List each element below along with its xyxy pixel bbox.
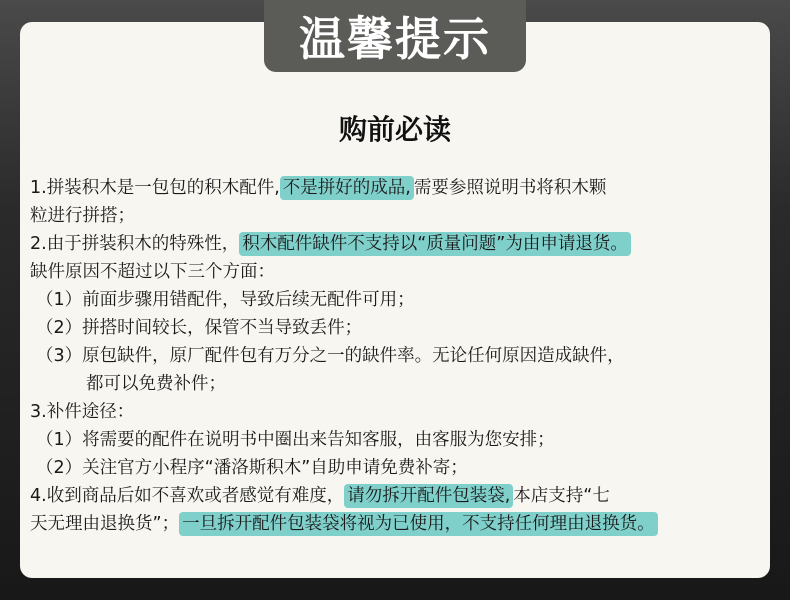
line-6: （2）拼搭时间较长，保管不当导致丢件； (36, 318, 363, 338)
notice-title: 温馨提示 (264, 0, 526, 72)
line-text: 天无理由退换货”； (30, 514, 180, 534)
line-5: （1）前面步骤用错配件，导致后续无配件可用； (36, 290, 415, 310)
line-4: 缺件原因不超过以下三个方面： (30, 262, 275, 282)
line-9: 3.补件途径： (30, 402, 135, 422)
highlight: 积木配件缺件不支持以“质量问题”为由申请退货。 (239, 232, 631, 256)
line-11: （2）关注官方小程序“潘洛斯积木”自助申请免费补寄； (36, 458, 468, 478)
line-text: 2.由于拼装积木的特殊性， (30, 234, 240, 254)
line-text: 4.收到商品后如不喜欢或者感觉有难度， (30, 486, 345, 506)
line-8: 都可以免费补件； (86, 374, 226, 394)
line-text: 1.拼装积木是一包包的积木配件, (30, 178, 280, 198)
line-12 (30, 482, 770, 510)
line-10: （1）将需要的配件在说明书中圈出来告知客服，由客服为您安排； (36, 430, 555, 450)
highlight: 不是拼好的成品, (280, 176, 414, 200)
line-1 (30, 174, 770, 202)
highlight: 请勿拆开配件包装袋, (344, 484, 513, 508)
subtitle-heading: 购前必读 (338, 113, 451, 146)
line-3 (30, 230, 770, 258)
line-text: 本店支持“七 (513, 486, 610, 506)
line-7: （3）原包缺件，原厂配件包有万分之一的缺件率。无论任何原因造成缺件， (36, 346, 625, 366)
highlight: 一旦拆开配件包装袋将视为已使用，不支持任何理由退换货。 (179, 512, 658, 536)
line-13 (30, 510, 770, 538)
line-text: 需要参照说明书将积木颗 (413, 178, 607, 198)
notice-content (30, 174, 770, 538)
line-2: 粒进行拼搭； (30, 206, 135, 226)
